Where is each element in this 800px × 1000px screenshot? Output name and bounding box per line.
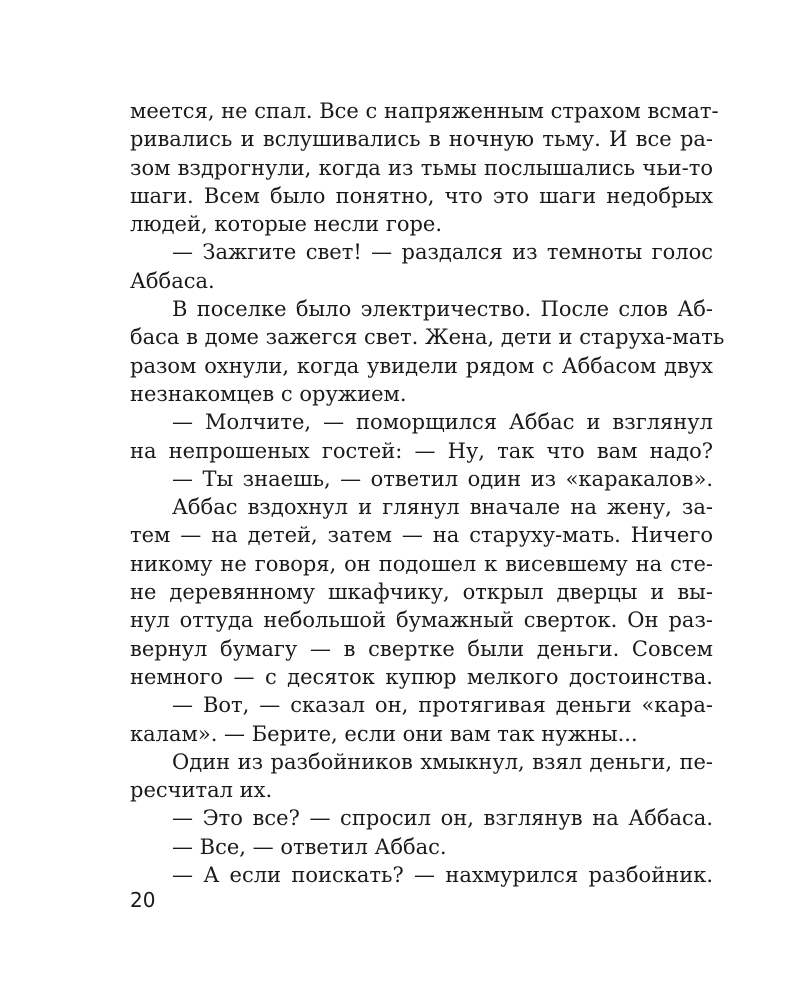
text-line: шаги. Всем было понятно, что это шаги недобрых bbox=[130, 183, 713, 208]
text-line: на непрошеных гостей: — Ну, так что вам надо? bbox=[130, 438, 713, 463]
text-line: людей, которые несли горе. bbox=[130, 212, 443, 237]
text-line: ривались и вслушивались в ночную тьму. И все ра- bbox=[130, 127, 713, 152]
text-line: немного — с десяток купюр мелкого достоинства. bbox=[130, 664, 713, 689]
text-line: вернул бумагу — в свертке были деньги. Совсем bbox=[130, 636, 713, 661]
text-line: меется, не спал. Все с напряженным страхом всмат- bbox=[130, 99, 719, 123]
text-line: калам». — Берите, если они вам так нужны... bbox=[130, 721, 638, 746]
text-line: не деревянному шкафчику, открыл дверцы и вы- bbox=[130, 580, 713, 605]
text-line: — Ты знаешь, — ответил один из «каракалов». bbox=[172, 466, 713, 491]
text-line: баса в доме зажегся свет. Жена, дети и старуха-мать bbox=[130, 325, 725, 350]
text-line: Аббаса. bbox=[130, 268, 215, 293]
page-text bbox=[130, 97, 725, 889]
text-line: разом охнули, когда увидели рядом с Аббасом двух bbox=[130, 353, 713, 378]
text-line: никому не говоря, он подошел к висевшему на сте- bbox=[130, 551, 713, 576]
text-line: — А если поискать? — нахмурился разбойник. bbox=[172, 863, 713, 888]
text-line: незнакомцев с оружием. bbox=[130, 381, 407, 406]
text-line: тем — на детей, затем — на старуху-мать. Ничего bbox=[130, 523, 713, 548]
text-line: — Зажгите свет! — раздался из темноты голос bbox=[172, 240, 713, 265]
text-line: — Молчите, — поморщился Аббас и взглянул bbox=[172, 410, 713, 435]
text-line: В поселке было электричество. После слов Аб- bbox=[172, 297, 713, 322]
text-line: ресчитал их. bbox=[130, 778, 273, 803]
text-line: — Вот, — сказал он, протягивая деньги «кара- bbox=[172, 693, 713, 718]
page-number: 20 bbox=[130, 888, 156, 912]
text-line: зом вздрогнули, когда из тьмы послышались чьи-то bbox=[130, 155, 713, 180]
text-line: Один из разбойников хмыкнул, взял деньги, пе- bbox=[172, 749, 713, 774]
text-line: — Все, — ответил Аббас. bbox=[172, 834, 447, 859]
text-line: Аббас вздохнул и глянул вначале на жену, за- bbox=[172, 495, 713, 520]
text-line: — Это все? — спросил он, взглянув на Аббаса. bbox=[172, 806, 713, 831]
text-line: нул оттуда небольшой бумажный сверток. Он раз- bbox=[130, 608, 713, 633]
